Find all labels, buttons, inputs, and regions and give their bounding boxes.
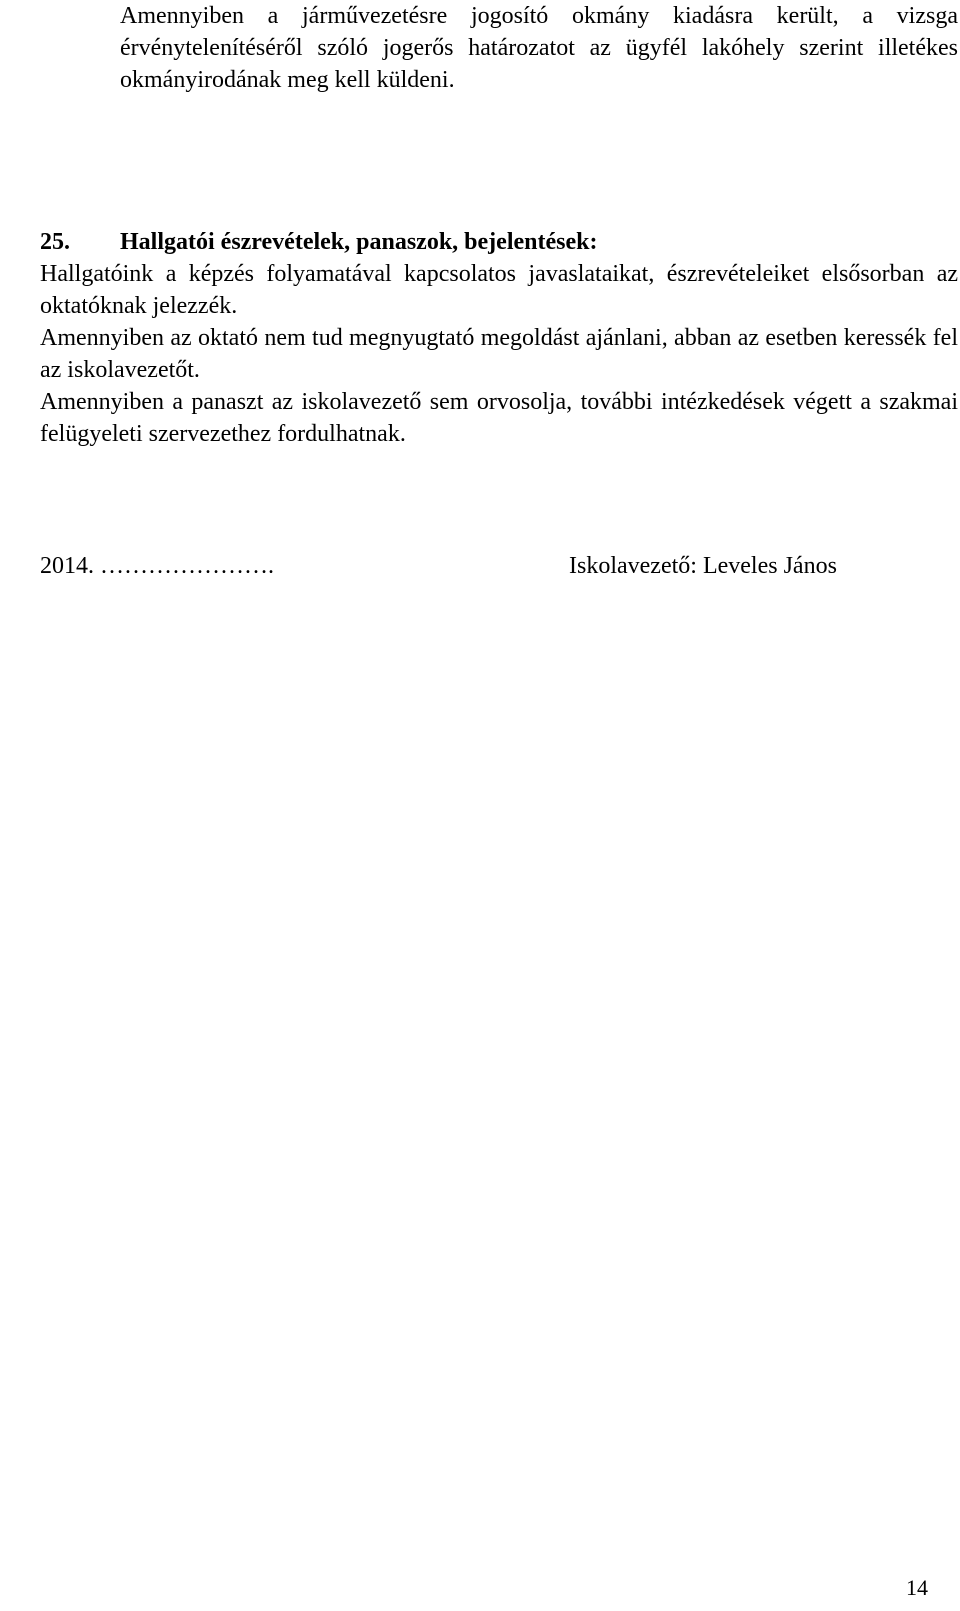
section-25 — [40, 226, 958, 450]
section-paragraph: Amennyiben az oktató nem tud megnyugtató megoldást ajánlani, abban az esetben keressék fel az iskolavezetőt. — [40, 325, 958, 383]
date-line: 2014. …………………. — [40, 553, 274, 579]
section-paragraph: Amennyiben a panaszt az iskolavezető sem orvosolja, további intézkedések végett a szakmai felügyeleti szervezethez fordulhatnak. — [40, 389, 958, 447]
signatory-line: Iskolavezető: Leveles János — [569, 553, 837, 579]
intro-paragraph: Amennyiben a járművezetésre jogosító okmány kiadásra került, a vizsga érvénytelenítéséről szóló jogerős határozatot az ügyfél lakóhely szerint illetékes okmányirodának meg kell küldeni. — [120, 3, 958, 93]
section-number: 25. — [40, 229, 70, 255]
section-heading — [40, 226, 958, 258]
section-title: Hallgatói észrevételek, panaszok, bejelentések: — [120, 229, 598, 255]
section-paragraph: Hallgatóink a képzés folyamatával kapcsolatos javaslataikat, észrevételeiket elsősorban az oktatóknak jelezzék. — [40, 261, 958, 319]
page-number: 14 — [906, 1575, 928, 1600]
